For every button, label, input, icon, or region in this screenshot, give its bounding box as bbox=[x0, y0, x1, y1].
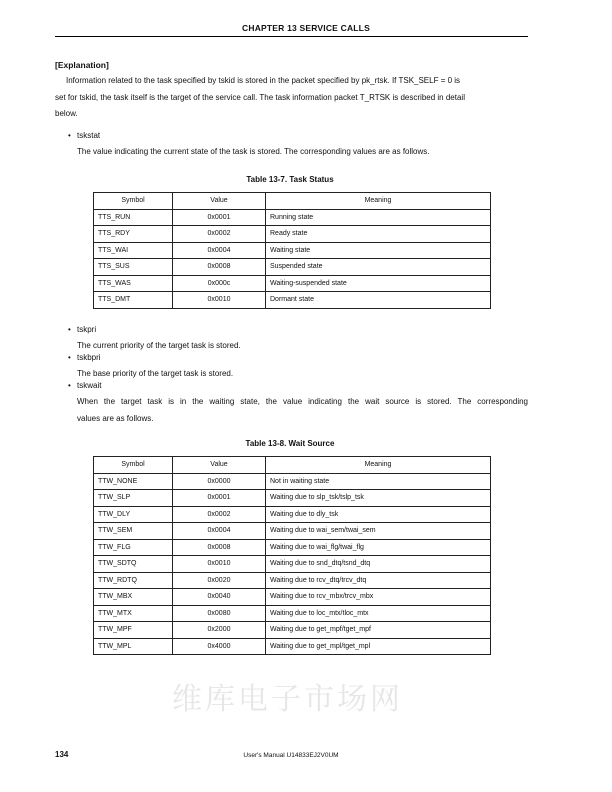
cell-meaning: Waiting due to get_mpf/tget_mpf bbox=[266, 622, 491, 639]
item-tskstat: • tskstat bbox=[77, 131, 100, 140]
cell-meaning: Waiting due to wai_sem/twai_sem bbox=[266, 523, 491, 540]
section-heading: [Explanation] bbox=[55, 60, 109, 70]
cell-symbol: TTW_RDTQ bbox=[94, 572, 173, 589]
table-row bbox=[94, 275, 491, 292]
cell-meaning: Waiting due to loc_mtx/tloc_mtx bbox=[266, 605, 491, 622]
col-value: Value bbox=[173, 457, 266, 474]
table-row bbox=[94, 622, 491, 639]
cell-meaning: Suspended state bbox=[266, 259, 491, 276]
cell-meaning: Not in waiting state bbox=[266, 473, 491, 490]
cell-symbol: TTS_WAI bbox=[94, 242, 173, 259]
cell-symbol: TTW_NONE bbox=[94, 473, 173, 490]
wait-source-table bbox=[93, 456, 491, 655]
cell-symbol: TTW_DLY bbox=[94, 506, 173, 523]
desc-line: values are as follows. bbox=[77, 413, 154, 423]
cell-symbol: TTW_SDTQ bbox=[94, 556, 173, 573]
cell-value: 0x0008 bbox=[173, 539, 266, 556]
cell-meaning: Waiting due to snd_dtq/tsnd_dtq bbox=[266, 556, 491, 573]
cell-value: 0x0080 bbox=[173, 605, 266, 622]
cell-meaning: Waiting due to slp_tsk/tslp_tsk bbox=[266, 490, 491, 507]
item-tskbpri: • tskbpri bbox=[77, 353, 101, 362]
table-row bbox=[94, 572, 491, 589]
cell-symbol: TTW_MTX bbox=[94, 605, 173, 622]
table-row bbox=[94, 209, 491, 226]
cell-symbol: TTW_MBX bbox=[94, 589, 173, 606]
cell-value: 0x0004 bbox=[173, 523, 266, 540]
explanation-paragraph bbox=[55, 73, 530, 123]
cell-symbol: TTW_SLP bbox=[94, 490, 173, 507]
cell-value: 0x000c bbox=[173, 275, 266, 292]
page-number: 134 bbox=[55, 750, 69, 759]
cell-symbol: TTW_MPF bbox=[94, 622, 173, 639]
para-line: Information related to the task specified by tskid is stored in the packet specified by pk_rtsk. If TSK_SELF = 0 is bbox=[66, 76, 461, 85]
cell-value: 0x0010 bbox=[173, 292, 266, 309]
cell-symbol: TTS_RDY bbox=[94, 226, 173, 243]
cell-value: 0x0040 bbox=[173, 589, 266, 606]
col-meaning: Meaning bbox=[266, 193, 491, 210]
watermark: 维库电子市场网 bbox=[172, 682, 403, 717]
cell-meaning: Waiting due to rcv_dtq/trcv_dtq bbox=[266, 572, 491, 589]
col-value: Value bbox=[173, 193, 266, 210]
item-tskwait-desc bbox=[77, 394, 528, 427]
cell-symbol: TTW_FLG bbox=[94, 539, 173, 556]
cell-value: 0x4000 bbox=[173, 638, 266, 655]
table-row bbox=[94, 605, 491, 622]
table-row bbox=[94, 638, 491, 655]
item-tskbpri-desc: The base priority of the target task is stored. bbox=[77, 369, 234, 378]
table-row bbox=[94, 556, 491, 573]
cell-value: 0x2000 bbox=[173, 622, 266, 639]
cell-meaning: Waiting due to rcv_mbx/trcv_mbx bbox=[266, 589, 491, 606]
table-row bbox=[94, 523, 491, 540]
table-row bbox=[94, 242, 491, 259]
cell-symbol: TTS_DMT bbox=[94, 292, 173, 309]
cell-symbol: TTS_WAS bbox=[94, 275, 173, 292]
cell-symbol: TTW_SEM bbox=[94, 523, 173, 540]
para-line: below. bbox=[55, 109, 78, 118]
table1-caption: Table 13-7. Task Status bbox=[246, 175, 334, 184]
table-row bbox=[94, 589, 491, 606]
item-tskpri: • tskpri bbox=[77, 325, 96, 334]
cell-meaning: Waiting due to wai_flg/twai_flg bbox=[266, 539, 491, 556]
task-status-table bbox=[93, 192, 491, 309]
table-row bbox=[94, 226, 491, 243]
table-row bbox=[94, 473, 491, 490]
cell-meaning: Waiting due to dly_tsk bbox=[266, 506, 491, 523]
cell-value: 0x0002 bbox=[173, 226, 266, 243]
cell-value: 0x0000 bbox=[173, 473, 266, 490]
para-line: set for tskid, the task itself is the target of the service call. The task information packet T_RTSK is described in detail bbox=[55, 92, 465, 102]
table-row bbox=[94, 292, 491, 309]
cell-symbol: TTS_SUS bbox=[94, 259, 173, 276]
chapter-header: CHAPTER 13 SERVICE CALLS bbox=[242, 23, 370, 33]
table-header-row bbox=[94, 457, 491, 474]
cell-symbol: TTW_MPL bbox=[94, 638, 173, 655]
header-rule bbox=[55, 36, 528, 37]
cell-value: 0x0010 bbox=[173, 556, 266, 573]
cell-meaning: Waiting-suspended state bbox=[266, 275, 491, 292]
cell-value: 0x0001 bbox=[173, 490, 266, 507]
cell-symbol: TTS_RUN bbox=[94, 209, 173, 226]
col-symbol: Symbol bbox=[94, 457, 173, 474]
cell-value: 0x0020 bbox=[173, 572, 266, 589]
item-tskwait: • tskwait bbox=[77, 381, 101, 390]
manual-id: User's Manual U14833EJ2V0UM bbox=[243, 752, 339, 759]
table-row bbox=[94, 490, 491, 507]
cell-meaning: Waiting due to get_mpl/tget_mpl bbox=[266, 638, 491, 655]
cell-meaning: Waiting state bbox=[266, 242, 491, 259]
cell-value: 0x0008 bbox=[173, 259, 266, 276]
table-row bbox=[94, 259, 491, 276]
table-row bbox=[94, 506, 491, 523]
cell-meaning: Ready state bbox=[266, 226, 491, 243]
cell-value: 0x0001 bbox=[173, 209, 266, 226]
col-symbol: Symbol bbox=[94, 193, 173, 210]
table2-caption: Table 13-8. Wait Source bbox=[245, 439, 335, 448]
col-meaning: Meaning bbox=[266, 457, 491, 474]
cell-value: 0x0004 bbox=[173, 242, 266, 259]
cell-meaning: Running state bbox=[266, 209, 491, 226]
table-row bbox=[94, 539, 491, 556]
table-header-row bbox=[94, 193, 491, 210]
cell-meaning: Dormant state bbox=[266, 292, 491, 309]
desc-line: When the target task is in the waiting state, the value indicating the wait source is stored. The corresponding bbox=[77, 397, 528, 406]
cell-value: 0x0002 bbox=[173, 506, 266, 523]
item-tskpri-desc: The current priority of the target task is stored. bbox=[77, 341, 241, 350]
item-tskstat-desc: The value indicating the current state of the task is stored. The corresponding values are as follows. bbox=[77, 147, 430, 156]
